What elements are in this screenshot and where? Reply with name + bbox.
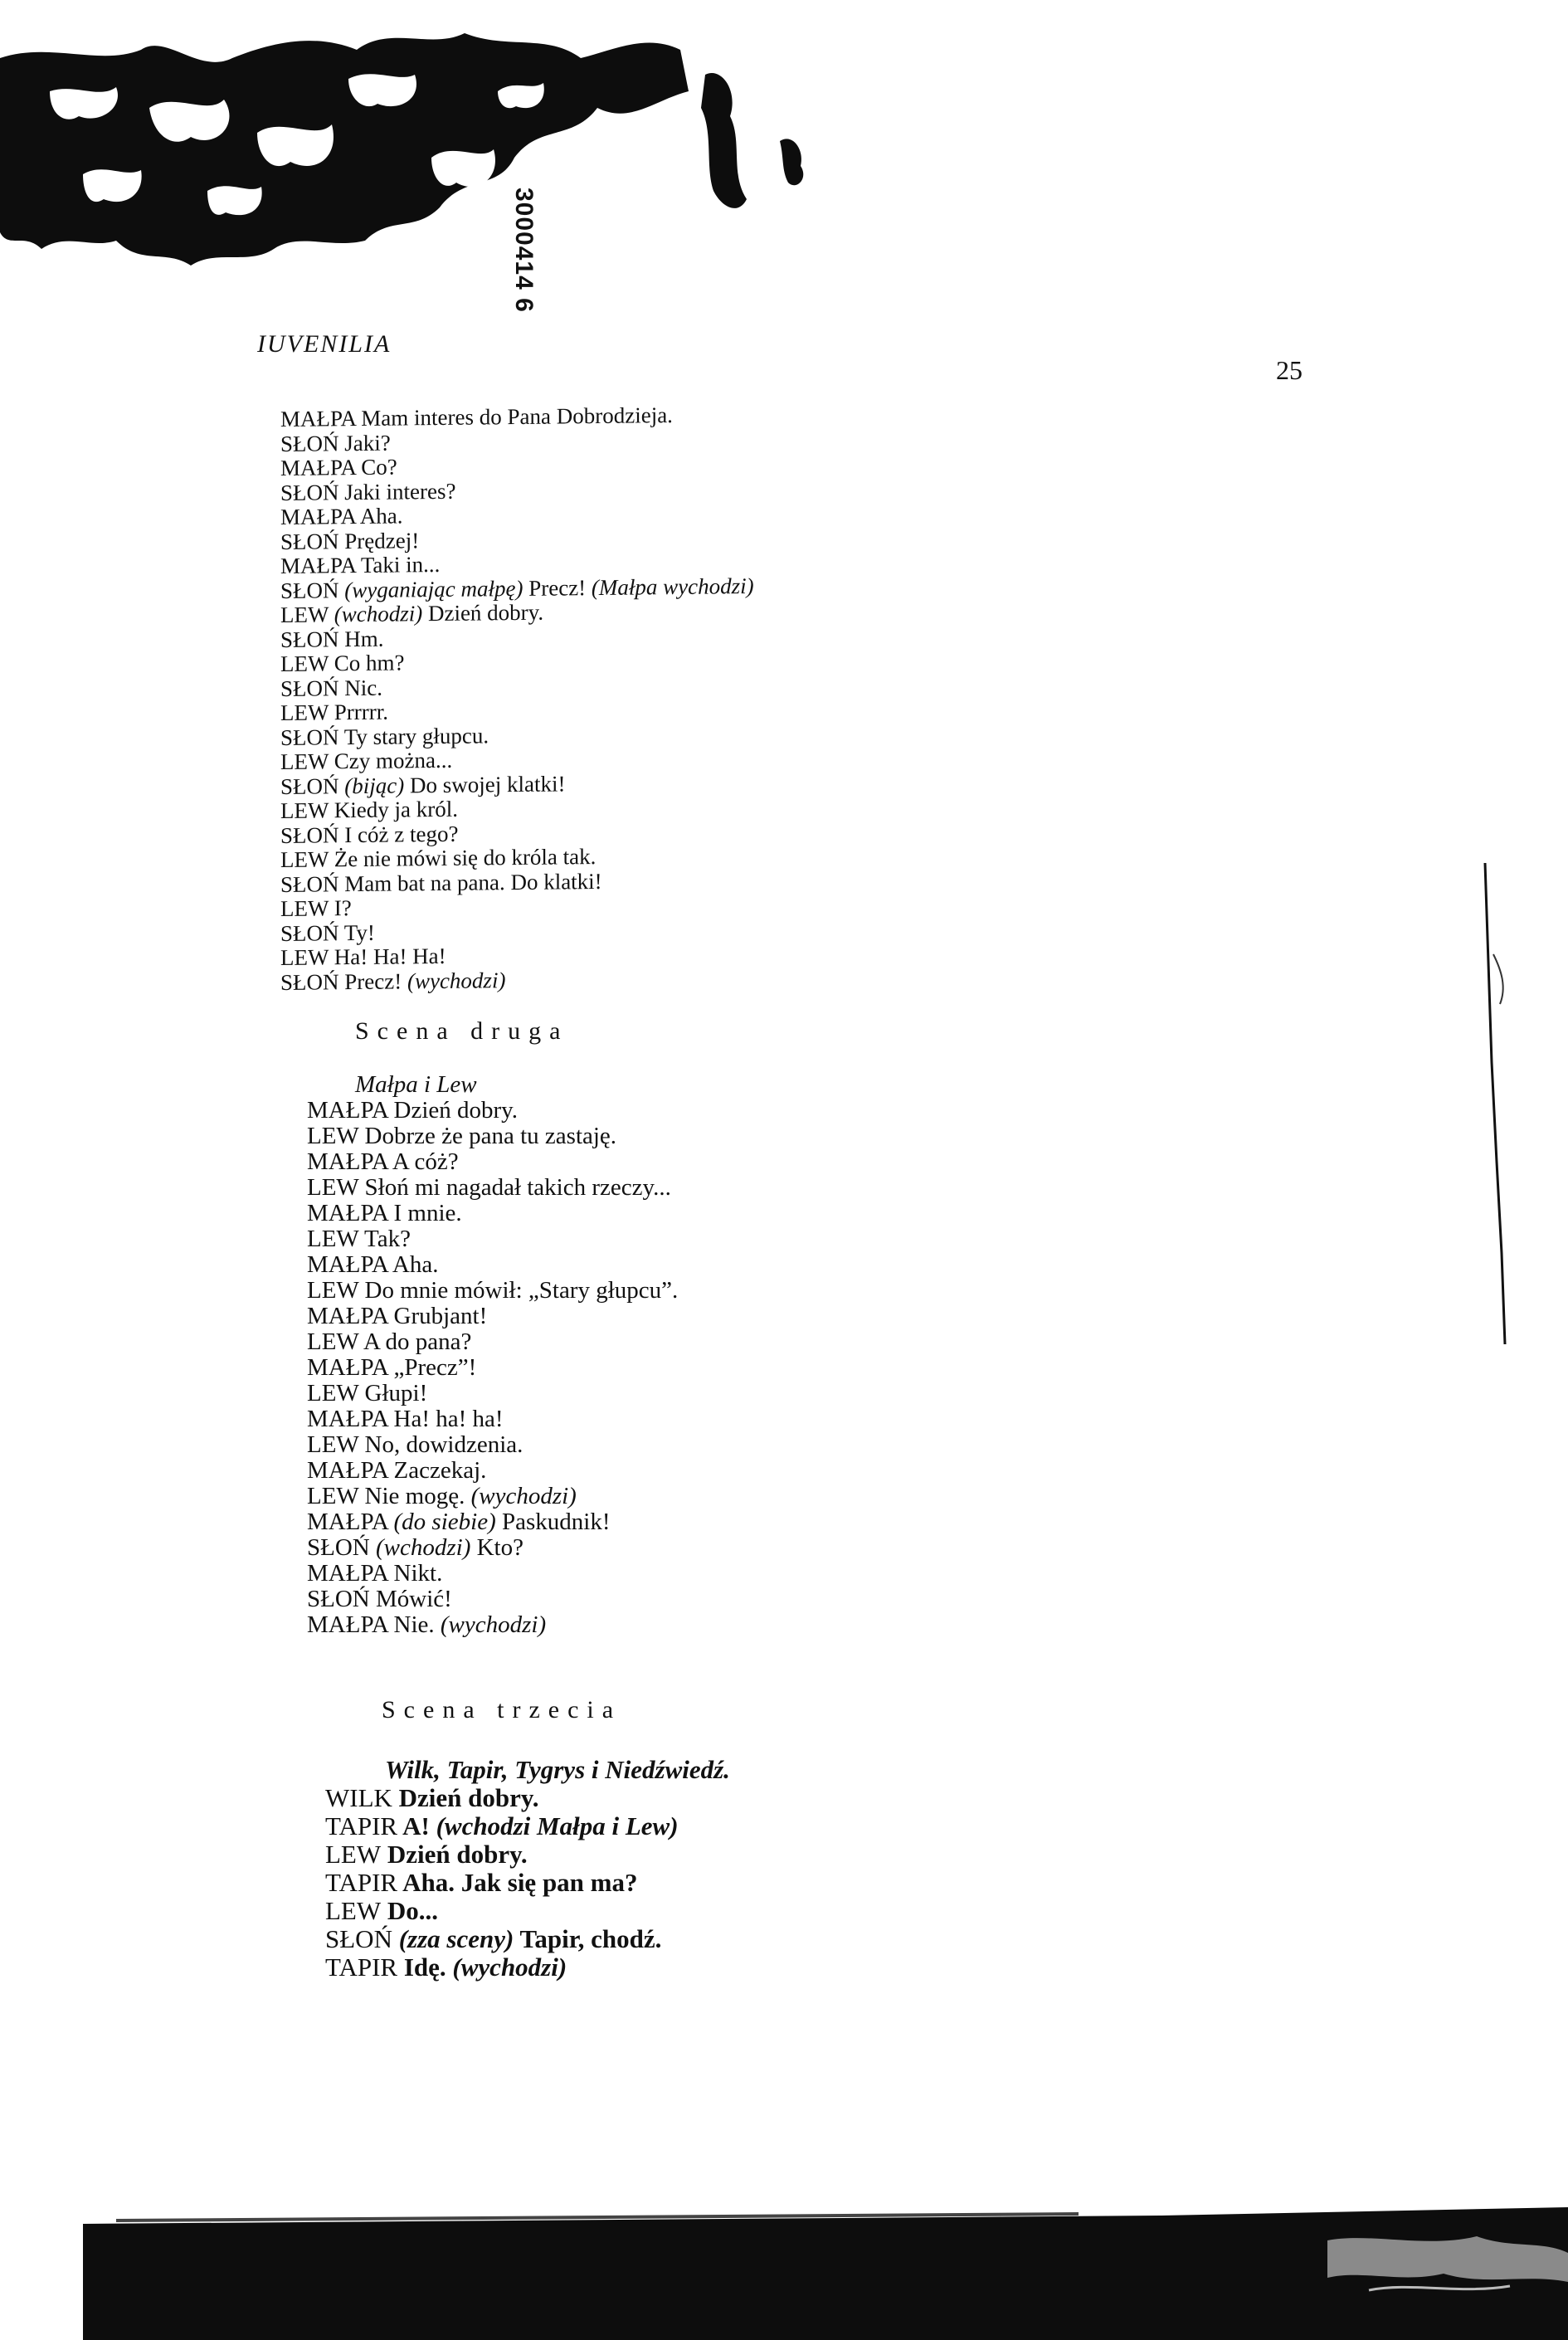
speaker-name: SŁOŃ bbox=[280, 821, 339, 848]
speaker-name: LEW bbox=[280, 748, 329, 774]
line-text: Dzień dobry. bbox=[393, 1097, 519, 1124]
line-text: Dzień dobry. bbox=[398, 1783, 539, 1812]
speaker-name: MAŁPA bbox=[280, 455, 356, 480]
dialogue-line bbox=[325, 1869, 730, 1897]
speaker-name: SŁOŃ bbox=[280, 870, 339, 897]
line-text: Aha. Jak się pan ma? bbox=[402, 1868, 638, 1897]
line-text: Do mnie mówił: „Stary głupcu”. bbox=[364, 1277, 679, 1304]
dialogue-line bbox=[280, 966, 754, 995]
line-text: Precz! bbox=[344, 968, 402, 994]
stage-direction: (do siebie) bbox=[393, 1509, 496, 1535]
speaker-name: SŁOŃ bbox=[280, 724, 339, 750]
dialogue-line bbox=[307, 1329, 678, 1355]
stage-direction: (bijąc) bbox=[344, 772, 405, 798]
stage-direction: (wychodzi) bbox=[452, 1952, 567, 1982]
dialogue-line bbox=[307, 1432, 678, 1458]
speaker-name: LEW bbox=[307, 1174, 359, 1201]
speaker-name: SŁOŃ bbox=[280, 479, 339, 505]
speaker-name: SŁOŃ bbox=[280, 528, 339, 554]
speaker-name: LEW bbox=[280, 797, 329, 823]
line-text: Ha! Ha! Ha! bbox=[334, 943, 446, 970]
stage-direction: (wychodzi) bbox=[440, 1611, 547, 1638]
stage-direction: (wyganiając małpę) bbox=[344, 575, 523, 602]
speaker-name: MAŁPA bbox=[307, 1251, 388, 1278]
speaker-name: LEW bbox=[280, 846, 329, 872]
speaker-name: TAPIR bbox=[325, 1952, 398, 1982]
line-text: Prrrrr. bbox=[334, 699, 388, 725]
line-text: Ha! ha! ha! bbox=[393, 1406, 504, 1432]
stage-direction: (zza sceny) bbox=[398, 1924, 514, 1953]
line-text: Aha. bbox=[392, 1251, 439, 1278]
dialogue-line bbox=[307, 1098, 678, 1124]
speaker-name: SŁOŃ bbox=[280, 675, 339, 701]
dialogue-line bbox=[307, 1561, 678, 1587]
dialogue-line bbox=[325, 1953, 730, 1982]
scene-heading: Scena druga bbox=[355, 1017, 569, 1045]
line-text: Idę. bbox=[403, 1952, 446, 1982]
speaker-name: MAŁPA bbox=[307, 1560, 388, 1587]
line-text: Nic. bbox=[344, 675, 382, 700]
line-text: Grubjant! bbox=[393, 1303, 488, 1329]
dialogue-line bbox=[307, 1226, 678, 1252]
dialogue-line bbox=[307, 1304, 678, 1329]
speaker-name: SŁOŃ bbox=[280, 968, 339, 995]
line-text: Że nie mówi się do króla tak. bbox=[334, 844, 597, 872]
speaker-name: LEW bbox=[280, 602, 329, 627]
line-text: A do pana? bbox=[363, 1328, 472, 1355]
stage-direction: (wchodzi Małpa i Lew) bbox=[436, 1811, 679, 1840]
line-text: Dzień dobry. bbox=[427, 599, 544, 626]
dialogue-line bbox=[280, 574, 754, 603]
line-text: Dobrze że pana tu zastaję. bbox=[364, 1123, 617, 1149]
line-text: Jaki? bbox=[344, 430, 391, 456]
dialogue-line bbox=[325, 1897, 730, 1925]
speaker-name: WILK bbox=[325, 1783, 392, 1812]
speaker-name: MAŁPA bbox=[307, 1354, 388, 1381]
stage-direction: (wychodzi) bbox=[470, 1483, 577, 1509]
dialogue-block-opening bbox=[280, 402, 754, 995]
line-text: Nie mogę. bbox=[364, 1483, 465, 1509]
line-text: Ty! bbox=[343, 919, 375, 945]
dialogue-line bbox=[307, 1175, 678, 1201]
line-text: Kiedy ja król. bbox=[334, 796, 458, 823]
dialogue-line bbox=[307, 1149, 678, 1175]
speaker-name: MAŁPA bbox=[307, 1611, 388, 1638]
speaker-name: SŁOŃ bbox=[280, 773, 339, 799]
line-text: Dzień dobry. bbox=[387, 1840, 528, 1869]
speaker-name: LEW bbox=[325, 1896, 382, 1925]
stage-direction: (wychodzi) bbox=[407, 967, 506, 993]
speaker-name: MAŁPA bbox=[307, 1148, 388, 1175]
speaker-name: MAŁPA bbox=[307, 1200, 388, 1226]
line-text: Nie. bbox=[393, 1611, 435, 1638]
line-text: Co hm? bbox=[334, 650, 405, 676]
speaker-name: TAPIR bbox=[325, 1811, 398, 1840]
line-text: Słoń mi nagadał takich rzeczy... bbox=[364, 1174, 671, 1201]
dialogue-line bbox=[307, 1124, 678, 1149]
dialogue-line bbox=[325, 1840, 730, 1869]
line-text: Nikt. bbox=[393, 1560, 443, 1587]
speaker-name: LEW bbox=[280, 651, 329, 676]
speaker-name: SŁOŃ bbox=[325, 1924, 392, 1953]
dialogue-block-scene-2 bbox=[307, 1072, 678, 1638]
dialogue-line bbox=[307, 1612, 678, 1638]
stage-direction: (Małpa wychodzi) bbox=[591, 573, 754, 600]
dialogue-line bbox=[307, 1535, 678, 1561]
line-text: Ty stary głupcu. bbox=[343, 722, 489, 749]
running-head: IUVENILIA bbox=[257, 330, 392, 358]
speaker-name: LEW bbox=[325, 1840, 382, 1869]
speaker-name: LEW bbox=[280, 944, 329, 970]
line-text: Mam bat na pana. Do klatki! bbox=[344, 868, 602, 896]
speaker-name: SŁOŃ bbox=[280, 919, 339, 946]
line-text: Tak? bbox=[364, 1226, 411, 1252]
dialogue-line bbox=[307, 1484, 678, 1509]
speaker-name: SŁOŃ bbox=[280, 626, 339, 652]
dialogue-line bbox=[307, 1458, 678, 1484]
line-text: Jaki interes? bbox=[344, 478, 456, 505]
dialogue-line bbox=[307, 1381, 678, 1406]
dialogue-block-scene-3 bbox=[325, 1756, 730, 1982]
line-text: No, dowidzenia. bbox=[364, 1431, 523, 1458]
speaker-name: MAŁPA bbox=[307, 1509, 388, 1535]
line-text: Co? bbox=[361, 454, 397, 480]
stage-direction: (wchodzi) bbox=[334, 601, 423, 627]
dialogue-line bbox=[307, 1355, 678, 1381]
line-text: Aha. bbox=[359, 503, 403, 529]
speaker-name: SŁOŃ bbox=[307, 1586, 370, 1612]
speaker-name: MAŁPA bbox=[307, 1457, 388, 1484]
speaker-name: MAŁPA bbox=[307, 1097, 388, 1124]
line-text: Kto? bbox=[476, 1534, 523, 1561]
speaker-name: MAŁPA bbox=[307, 1406, 388, 1432]
speaker-name: LEW bbox=[307, 1226, 359, 1252]
speaker-name: MAŁPA bbox=[280, 406, 356, 431]
speaker-name: LEW bbox=[307, 1277, 359, 1304]
dialogue-line bbox=[307, 1201, 678, 1226]
speaker-name: SŁOŃ bbox=[307, 1534, 370, 1561]
scene-cast: Wilk, Tapir, Tygrys i Niedźwiedź. bbox=[385, 1755, 730, 1784]
speaker-name: LEW bbox=[307, 1483, 359, 1509]
line-text: Paskudnik! bbox=[501, 1509, 611, 1535]
speaker-name: MAŁPA bbox=[280, 504, 356, 529]
stage-direction: (wchodzi) bbox=[375, 1534, 471, 1561]
dialogue-line bbox=[325, 1812, 730, 1840]
scene-cast: Małpa i Lew bbox=[355, 1071, 477, 1098]
library-stamp-number: 3000414 6 bbox=[508, 183, 539, 318]
speaker-name: LEW bbox=[307, 1431, 359, 1458]
line-text: Mam interes do Pana Dobrodzieja. bbox=[361, 402, 673, 431]
dialogue-line bbox=[307, 1278, 678, 1304]
line-text: I mnie. bbox=[393, 1200, 462, 1226]
speaker-name: MAŁPA bbox=[307, 1303, 388, 1329]
line-text: Precz! bbox=[528, 574, 587, 601]
dialogue-line bbox=[307, 1587, 678, 1612]
line-text: A! bbox=[402, 1811, 430, 1840]
page-number: 25 bbox=[1276, 355, 1303, 385]
speaker-name: MAŁPA bbox=[280, 553, 356, 578]
line-text: Hm. bbox=[344, 626, 384, 651]
line-text: Czy można... bbox=[334, 747, 453, 774]
dialogue-line bbox=[325, 1925, 730, 1953]
speaker-name: SŁOŃ bbox=[280, 577, 339, 603]
line-text: Do... bbox=[387, 1896, 439, 1925]
speaker-name: SŁOŃ bbox=[280, 430, 339, 456]
dialogue-line bbox=[307, 1252, 678, 1278]
scene-heading: Scena trzecia bbox=[382, 1696, 622, 1723]
line-text: Prędzej! bbox=[344, 527, 420, 553]
line-text: Tapir, chodź. bbox=[519, 1924, 662, 1953]
scan-bottom-shadow bbox=[0, 2191, 1568, 2340]
page-edge-shadow bbox=[1477, 863, 1527, 1344]
line-text: Taki in... bbox=[360, 551, 441, 578]
line-text: Mówić! bbox=[375, 1586, 452, 1612]
dialogue-line bbox=[325, 1784, 730, 1812]
scan-damage-blot bbox=[0, 0, 830, 282]
speaker-name: LEW bbox=[307, 1328, 359, 1355]
line-text: Głupi! bbox=[364, 1380, 428, 1406]
dialogue-line bbox=[307, 1406, 678, 1432]
line-text: Do swojej klatki! bbox=[410, 770, 566, 797]
line-text: „Precz”! bbox=[393, 1354, 477, 1381]
speaker-name: LEW bbox=[307, 1123, 359, 1149]
line-text: I? bbox=[334, 895, 352, 921]
speaker-name: LEW bbox=[280, 895, 329, 921]
speaker-name: TAPIR bbox=[325, 1868, 398, 1897]
line-text: Zaczekaj. bbox=[393, 1457, 487, 1484]
line-text: I cóż z tego? bbox=[344, 821, 459, 847]
speaker-name: LEW bbox=[307, 1380, 359, 1406]
dialogue-line bbox=[307, 1509, 678, 1535]
speaker-name: LEW bbox=[280, 700, 329, 725]
line-text: A cóż? bbox=[392, 1148, 459, 1175]
